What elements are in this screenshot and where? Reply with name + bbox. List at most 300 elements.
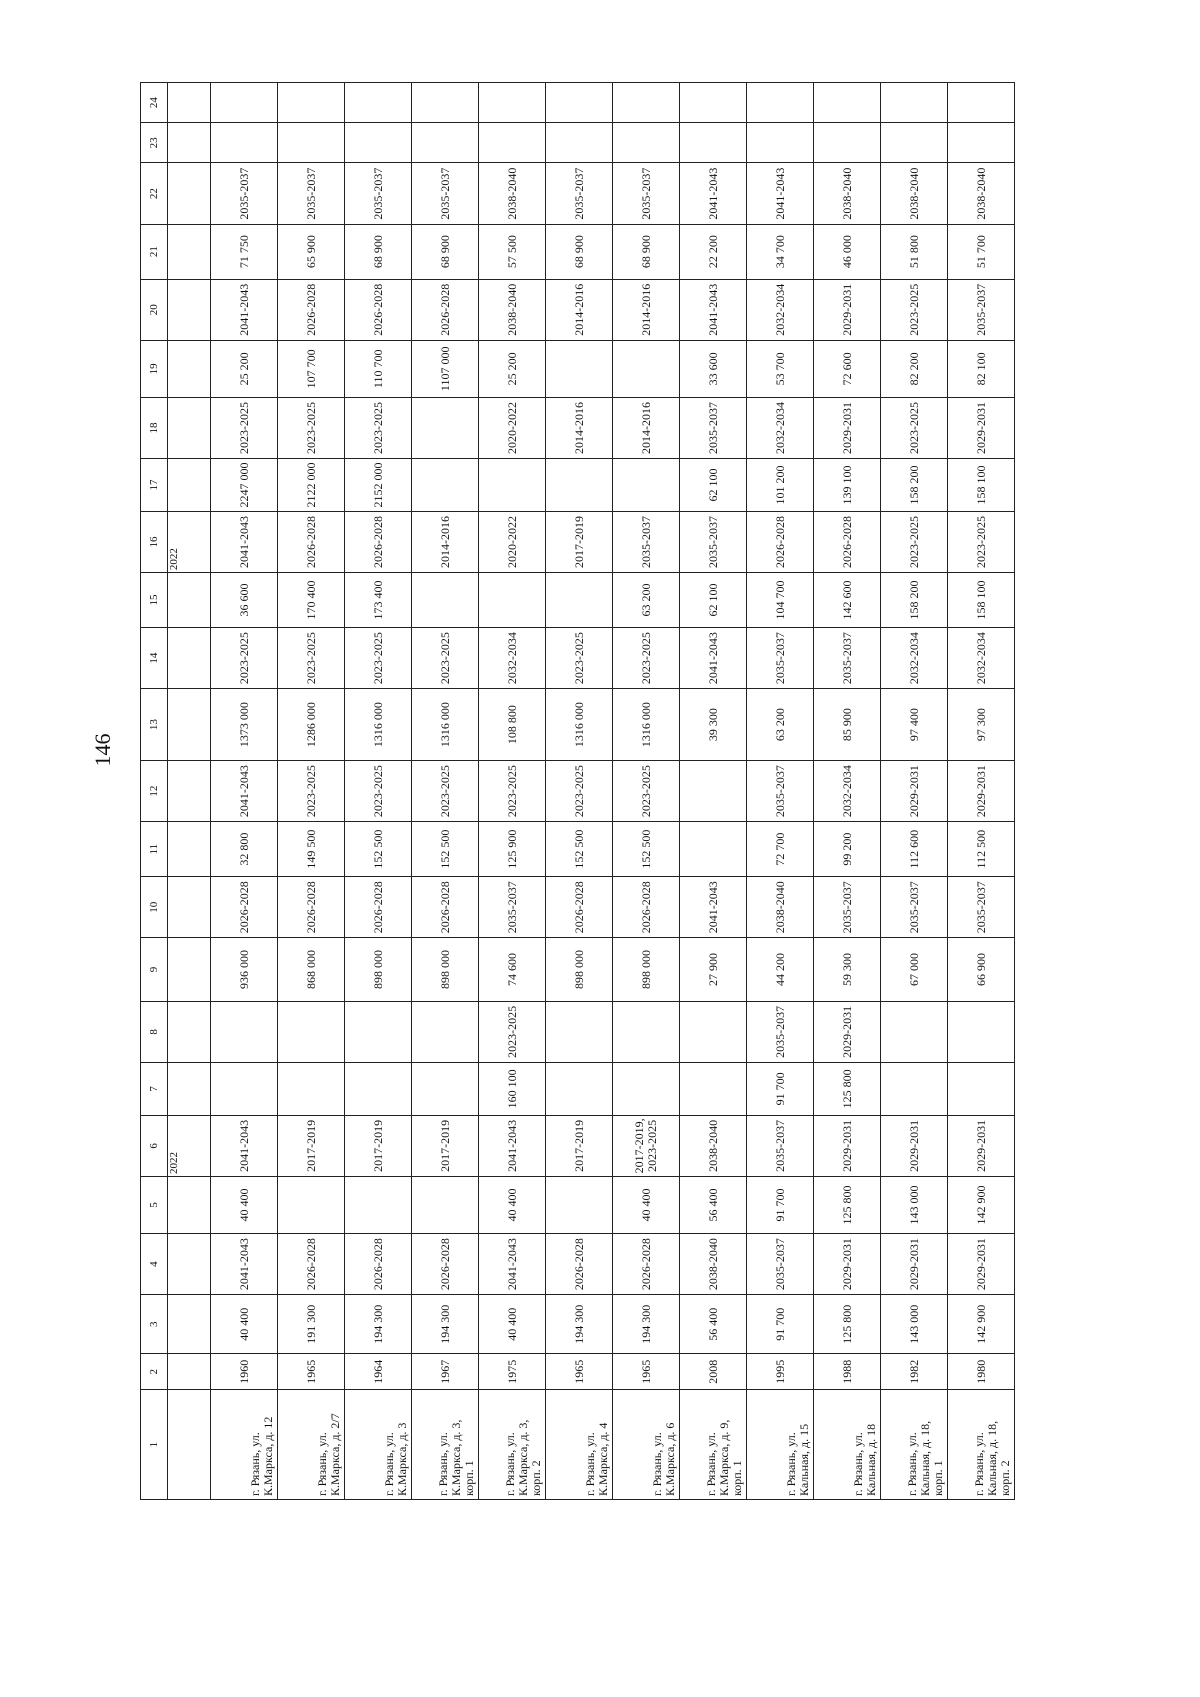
- table-cell-col-3: 142 900: [948, 1295, 1015, 1354]
- table-cell-col-10: 2026-2028: [278, 877, 345, 938]
- table-cell-col-7: [168, 1062, 211, 1115]
- table-cell-col-9: [168, 938, 211, 1001]
- table-cell-col-17: [479, 459, 546, 512]
- table-cell-col-7: [613, 1062, 680, 1115]
- table-cell-col-21: 68 900: [412, 224, 479, 279]
- table-cell-col-22: 2035-2037: [412, 163, 479, 224]
- table-cell-col-13: 97 400: [881, 689, 948, 761]
- table-cell-col-11: 149 500: [278, 822, 345, 877]
- table-cell-col-1: г. Рязань, ул. Кальная, д. 18: [814, 1390, 881, 1500]
- table-cell-col-11: 152 500: [345, 822, 412, 877]
- table-cell-col-7: 91 700: [747, 1062, 814, 1115]
- table-cell-col-16: 16: [141, 511, 168, 572]
- table-cell-col-6: 2035-2037: [747, 1115, 814, 1176]
- table-cell-col-17: 2247 000: [211, 459, 278, 512]
- table-cell-col-9: 898 000: [613, 938, 680, 1001]
- table-cell-col-23: [546, 123, 613, 163]
- table-cell-col-5: 40 400: [613, 1176, 680, 1233]
- table-cell-col-22: 2041-2043: [747, 163, 814, 224]
- table-cell-col-22: 2041-2043: [680, 163, 747, 224]
- table-cell-col-24: [211, 83, 278, 123]
- table-cell-col-4: 4: [141, 1233, 168, 1294]
- table-cell-col-16: 2023-2025: [948, 511, 1015, 572]
- table-cell-col-14: 2023-2025: [278, 627, 345, 688]
- table-cell-col-3: 3: [141, 1295, 168, 1354]
- table-cell-col-7: [680, 1062, 747, 1115]
- table-cell-col-7: 7: [141, 1062, 168, 1115]
- table-cell-col-4: 2026-2028: [613, 1233, 680, 1294]
- table-cell-col-21: 57 500: [479, 224, 546, 279]
- table-cell-col-1: г. Рязань, ул. К.Маркса, д. 3: [345, 1390, 412, 1500]
- table-cell-col-5: 40 400: [479, 1176, 546, 1233]
- table-cell-col-14: 2032-2034: [881, 627, 948, 688]
- table-cell-col-12: 2029-2031: [948, 760, 1015, 821]
- table-cell-col-3: 194 300: [412, 1295, 479, 1354]
- table-cell-col-14: 14: [141, 627, 168, 688]
- table-cell-col-1: 1: [141, 1390, 168, 1500]
- table-cell-col-24: [546, 83, 613, 123]
- table-cell-col-12: 12: [141, 760, 168, 821]
- table-cell-col-12: 2023-2025: [412, 760, 479, 821]
- table-cell-col-6: 2041-2043: [479, 1115, 546, 1176]
- table-cell-col-24: [747, 83, 814, 123]
- table-cell-col-8: 2029-2031: [814, 1001, 881, 1062]
- table-cell-col-22: 2038-2040: [948, 163, 1015, 224]
- table-cell-col-9: 67 000: [881, 938, 948, 1001]
- table-cell-col-12: 2041-2043: [211, 760, 278, 821]
- table-cell-col-10: 2026-2028: [211, 877, 278, 938]
- table-cell-col-6: 2038-2040: [680, 1115, 747, 1176]
- table-cell-col-2: 1965: [546, 1354, 613, 1390]
- table-cell-col-2: 1964: [345, 1354, 412, 1390]
- table-cell-col-5: 40 400: [211, 1176, 278, 1233]
- table-cell-col-19: 72 600: [814, 340, 881, 397]
- table-row: [680, 83, 747, 1500]
- table-cell-col-18: [412, 397, 479, 458]
- table-cell-col-4: 2026-2028: [546, 1233, 613, 1294]
- table-cell-col-10: 2026-2028: [546, 877, 613, 938]
- table-cell-col-18: 2023-2025: [345, 397, 412, 458]
- table-cell-col-3: 194 300: [613, 1295, 680, 1354]
- table-cell-col-3: [168, 1295, 211, 1354]
- table-cell-col-16: 2041-2043: [211, 511, 278, 572]
- table-cell-col-8: [211, 1001, 278, 1062]
- table-cell-col-21: 34 700: [747, 224, 814, 279]
- table-cell-col-5: [412, 1176, 479, 1233]
- table-cell-col-23: [948, 123, 1015, 163]
- table-cell-col-10: 2035-2037: [948, 877, 1015, 938]
- table-cell-col-23: [278, 123, 345, 163]
- table-cell-col-21: 65 900: [278, 224, 345, 279]
- table-cell-col-17: 2152 000: [345, 459, 412, 512]
- table-cell-col-19: [168, 340, 211, 397]
- table-cell-col-15: 63 200: [613, 573, 680, 628]
- table-cell-col-10: 2035-2037: [881, 877, 948, 938]
- table-cell-col-10: 2041-2043: [680, 877, 747, 938]
- table-cell-col-2: 1980: [948, 1354, 1015, 1390]
- table-cell-col-5: [278, 1176, 345, 1233]
- table-cell-col-7: [211, 1062, 278, 1115]
- table-cell-col-4: 2029-2031: [814, 1233, 881, 1294]
- table-cell-col-2: 1965: [278, 1354, 345, 1390]
- table-cell-col-16: 2022: [168, 511, 211, 572]
- table-cell-col-2: 2008: [680, 1354, 747, 1390]
- table-cell-col-12: 2023-2025: [613, 760, 680, 821]
- table-cell-col-7: 125 800: [814, 1062, 881, 1115]
- table-cell-col-14: 2023-2025: [211, 627, 278, 688]
- table-cell-col-20: 2023-2025: [881, 279, 948, 340]
- table-cell-col-20: 2035-2037: [948, 279, 1015, 340]
- table-cell-col-11: 112 500: [948, 822, 1015, 877]
- table-cell-col-4: 2029-2031: [881, 1233, 948, 1294]
- table-cell-col-16: 2017-2019: [546, 511, 613, 572]
- table-row: [345, 83, 412, 1500]
- table-cell-col-23: [412, 123, 479, 163]
- table-cell-col-17: 101 200: [747, 459, 814, 512]
- table-cell-col-13: 85 900: [814, 689, 881, 761]
- table-cell-col-16: 2026-2028: [278, 511, 345, 572]
- table-cell-col-18: 2023-2025: [278, 397, 345, 458]
- table-cell-col-20: 2026-2028: [278, 279, 345, 340]
- table-cell-col-8: [168, 1001, 211, 1062]
- table-cell-col-6: 2017-2019: [345, 1115, 412, 1176]
- table-cell-col-18: 2029-2031: [814, 397, 881, 458]
- rotated-table-container: [140, 82, 1012, 1500]
- table-cell-col-6: 2041-2043: [211, 1115, 278, 1176]
- table-cell-col-20: 2041-2043: [211, 279, 278, 340]
- table-cell-col-19: 82 200: [881, 340, 948, 397]
- table-cell-col-5: [345, 1176, 412, 1233]
- table-cell-col-7: [546, 1062, 613, 1115]
- table-cell-col-1: г. Рязань, ул. К.Маркса, д. 6: [613, 1390, 680, 1500]
- table-cell-col-22: 2035-2037: [613, 163, 680, 224]
- table-cell-col-18: 2023-2025: [211, 397, 278, 458]
- table-cell-col-15: 142 600: [814, 573, 881, 628]
- table-cell-col-21: 68 900: [613, 224, 680, 279]
- table-cell-col-10: 2038-2040: [747, 877, 814, 938]
- table-cell-col-21: 22 200: [680, 224, 747, 279]
- table-row: [613, 83, 680, 1500]
- table-cell-col-21: [168, 224, 211, 279]
- table-row: [211, 83, 278, 1500]
- table-cell-col-18: 2023-2025: [881, 397, 948, 458]
- table-cell-col-13: 1286 000: [278, 689, 345, 761]
- table-cell-col-11: 152 500: [613, 822, 680, 877]
- table-cell-col-1: [168, 1390, 211, 1500]
- table-cell-col-4: [168, 1233, 211, 1294]
- table-cell-col-4: 2041-2043: [479, 1233, 546, 1294]
- table-cell-col-14: 2035-2037: [747, 627, 814, 688]
- table-cell-col-8: 8: [141, 1001, 168, 1062]
- table-cell-col-19: 19: [141, 340, 168, 397]
- table-cell-col-12: 2035-2037: [747, 760, 814, 821]
- table-cell-col-11: 125 900: [479, 822, 546, 877]
- table-cell-col-2: 1967: [412, 1354, 479, 1390]
- table-cell-col-17: 158 100: [948, 459, 1015, 512]
- table-cell-col-23: [479, 123, 546, 163]
- table-cell-col-19: 82 100: [948, 340, 1015, 397]
- table-cell-col-6: 2022: [168, 1115, 211, 1176]
- table-cell-col-8: [546, 1001, 613, 1062]
- table-cell-col-3: 143 000: [881, 1295, 948, 1354]
- table-cell-col-22: 2035-2037: [278, 163, 345, 224]
- table-cell-col-19: 1107 000: [412, 340, 479, 397]
- table-cell-col-13: 13: [141, 689, 168, 761]
- table-cell-col-21: 21: [141, 224, 168, 279]
- table-cell-col-7: [948, 1062, 1015, 1115]
- table-cell-col-12: [168, 760, 211, 821]
- table-cell-col-6: 2029-2031: [814, 1115, 881, 1176]
- table-cell-col-17: [546, 459, 613, 512]
- table-cell-col-13: [168, 689, 211, 761]
- table-row: [546, 83, 613, 1500]
- table-cell-col-17: [412, 459, 479, 512]
- table-cell-col-21: 71 750: [211, 224, 278, 279]
- table-cell-col-2: 2: [141, 1354, 168, 1390]
- table-cell-col-10: 2026-2028: [613, 877, 680, 938]
- table-cell-col-5: 143 000: [881, 1176, 948, 1233]
- table-cell-col-8: [680, 1001, 747, 1062]
- table-cell-col-11: 152 500: [546, 822, 613, 877]
- table-cell-col-24: [680, 83, 747, 123]
- table-cell-col-7: [278, 1062, 345, 1115]
- table-cell-col-15: 170 400: [278, 573, 345, 628]
- table-cell-col-13: 1316 000: [345, 689, 412, 761]
- table-cell-col-19: 53 700: [747, 340, 814, 397]
- table-cell-col-15: 158 100: [948, 573, 1015, 628]
- table-cell-col-7: 160 100: [479, 1062, 546, 1115]
- table-cell-col-9: 27 900: [680, 938, 747, 1001]
- table-cell-col-7: [345, 1062, 412, 1115]
- table-cell-col-17: 17: [141, 459, 168, 512]
- table-cell-col-23: [881, 123, 948, 163]
- table-cell-col-8: [278, 1001, 345, 1062]
- table-cell-col-11: 112 600: [881, 822, 948, 877]
- table-cell-col-19: [546, 340, 613, 397]
- table-cell-col-12: 2023-2025: [278, 760, 345, 821]
- table-cell-col-4: 2035-2037: [747, 1233, 814, 1294]
- table-cell-col-1: г. Рязань, ул. К.Маркса, д. 2/7: [278, 1390, 345, 1500]
- table-cell-col-5: [168, 1176, 211, 1233]
- table-cell-col-23: [345, 123, 412, 163]
- table-cell-col-23: [613, 123, 680, 163]
- table-cell-col-10: 2035-2037: [479, 877, 546, 938]
- table-cell-col-14: 2023-2025: [412, 627, 479, 688]
- table-cell-col-4: 2026-2028: [278, 1233, 345, 1294]
- table-cell-col-4: 2038-2040: [680, 1233, 747, 1294]
- table-cell-col-23: [211, 123, 278, 163]
- year-row: [168, 83, 211, 1500]
- table-row: [412, 83, 479, 1500]
- table-cell-col-3: 194 300: [345, 1295, 412, 1354]
- table-cell-col-22: 2038-2040: [814, 163, 881, 224]
- table-cell-col-23: [680, 123, 747, 163]
- table-cell-col-13: 63 200: [747, 689, 814, 761]
- table-cell-col-16: 2014-2016: [412, 511, 479, 572]
- table-cell-col-20: 20: [141, 279, 168, 340]
- table-cell-col-2: 1960: [211, 1354, 278, 1390]
- table-cell-col-11: [168, 822, 211, 877]
- table-cell-col-4: 2026-2028: [345, 1233, 412, 1294]
- table-cell-col-11: 99 200: [814, 822, 881, 877]
- table-cell-col-24: [948, 83, 1015, 123]
- table-row: [814, 83, 881, 1500]
- table-cell-col-17: [613, 459, 680, 512]
- table-cell-col-24: [613, 83, 680, 123]
- table-cell-col-12: 2029-2031: [881, 760, 948, 821]
- table-cell-col-19: 33 600: [680, 340, 747, 397]
- table-cell-col-13: 97 300: [948, 689, 1015, 761]
- table-cell-col-9: 936 000: [211, 938, 278, 1001]
- table-cell-col-14: [168, 627, 211, 688]
- table-cell-col-3: 40 400: [479, 1295, 546, 1354]
- table-cell-col-6: 6: [141, 1115, 168, 1176]
- table-cell-col-1: г. Рязань, ул. К.Маркса, д. 4: [546, 1390, 613, 1500]
- table-cell-col-11: 72 700: [747, 822, 814, 877]
- table-cell-col-13: 39 300: [680, 689, 747, 761]
- table-cell-col-10: 2026-2028: [412, 877, 479, 938]
- table-cell-col-24: 24: [141, 83, 168, 123]
- table-cell-col-17: 2122 000: [278, 459, 345, 512]
- table-cell-col-4: 2029-2031: [948, 1233, 1015, 1294]
- table-cell-col-1: г. Рязань, ул. К.Маркса, д. 3, корп. 2: [479, 1390, 546, 1500]
- table-cell-col-14: 2032-2034: [479, 627, 546, 688]
- table-cell-col-24: [814, 83, 881, 123]
- table-cell-col-9: 868 000: [278, 938, 345, 1001]
- table-cell-col-1: г. Рязань, ул. Кальная, д. 15: [747, 1390, 814, 1500]
- table-cell-col-17: 158 200: [881, 459, 948, 512]
- table-cell-col-1: г. Рязань, ул. К.Маркса, д. 9, корп. 1: [680, 1390, 747, 1500]
- table-cell-col-9: 74 600: [479, 938, 546, 1001]
- table-cell-col-18: 2014-2016: [613, 397, 680, 458]
- table-cell-col-21: 51 800: [881, 224, 948, 279]
- table-cell-col-2: 1995: [747, 1354, 814, 1390]
- table-cell-col-8: [881, 1001, 948, 1062]
- table-cell-col-9: 9: [141, 938, 168, 1001]
- table-cell-col-2: 1982: [881, 1354, 948, 1390]
- table-cell-col-18: 2020-2022: [479, 397, 546, 458]
- table-cell-col-18: 2014-2016: [546, 397, 613, 458]
- table-cell-col-13: 1316 000: [613, 689, 680, 761]
- table-cell-col-8: [613, 1001, 680, 1062]
- table-cell-col-15: 104 700: [747, 573, 814, 628]
- table-cell-col-8: 2023-2025: [479, 1001, 546, 1062]
- table-cell-col-4: 2026-2028: [412, 1233, 479, 1294]
- table-cell-col-20: [168, 279, 211, 340]
- table-cell-col-6: 2029-2031: [881, 1115, 948, 1176]
- table-cell-col-14: 2023-2025: [546, 627, 613, 688]
- table-cell-col-17: 62 100: [680, 459, 747, 512]
- table-cell-col-7: [881, 1062, 948, 1115]
- table-cell-col-12: 2032-2034: [814, 760, 881, 821]
- table-cell-col-11: 11: [141, 822, 168, 877]
- table-row: [479, 83, 546, 1500]
- table-cell-col-5: 125 800: [814, 1176, 881, 1233]
- table-cell-col-10: [168, 877, 211, 938]
- table-cell-col-1: г. Рязань, ул. К.Маркса, д. 3, корп. 1: [412, 1390, 479, 1500]
- table-cell-col-3: 40 400: [211, 1295, 278, 1354]
- table-cell-col-20: 2026-2028: [412, 279, 479, 340]
- table-cell-col-14: 2032-2034: [948, 627, 1015, 688]
- table-cell-col-1: г. Рязань, ул. Кальная, д. 18, корп. 1: [881, 1390, 948, 1500]
- table-cell-col-22: 2035-2037: [211, 163, 278, 224]
- table-cell-col-6: 2017-2019: [412, 1115, 479, 1176]
- table-cell-col-15: 158 200: [881, 573, 948, 628]
- table-cell-col-19: 25 200: [211, 340, 278, 397]
- table-cell-col-18: 2035-2037: [680, 397, 747, 458]
- table-cell-col-20: 2038-2040: [479, 279, 546, 340]
- table-row: [881, 83, 948, 1500]
- table-cell-col-22: 2038-2040: [881, 163, 948, 224]
- table-cell-col-9: 66 900: [948, 938, 1015, 1001]
- table-cell-col-21: 51 700: [948, 224, 1015, 279]
- table-cell-col-10: 2026-2028: [345, 877, 412, 938]
- table-cell-col-18: 2029-2031: [948, 397, 1015, 458]
- table-cell-col-16: 2026-2028: [814, 511, 881, 572]
- table-cell-col-14: 2023-2025: [345, 627, 412, 688]
- table-cell-col-24: [881, 83, 948, 123]
- table-cell-col-9: 44 200: [747, 938, 814, 1001]
- table-cell-col-12: [680, 760, 747, 821]
- table-cell-col-15: [412, 573, 479, 628]
- table-cell-col-13: 108 800: [479, 689, 546, 761]
- table-cell-col-5: [546, 1176, 613, 1233]
- table-cell-col-14: 2041-2043: [680, 627, 747, 688]
- table-cell-col-14: 2035-2037: [814, 627, 881, 688]
- table-cell-col-21: 46 000: [814, 224, 881, 279]
- table-row: [948, 83, 1015, 1500]
- table-cell-col-15: 36 600: [211, 573, 278, 628]
- table-cell-col-19: 107 700: [278, 340, 345, 397]
- table-cell-col-5: 142 900: [948, 1176, 1015, 1233]
- column-number-row: [141, 83, 168, 1500]
- table-cell-col-2: [168, 1354, 211, 1390]
- table-cell-col-6: 2017-2019: [546, 1115, 613, 1176]
- table-cell-col-3: 56 400: [680, 1295, 747, 1354]
- table-cell-col-15: 15: [141, 573, 168, 628]
- table-row: [747, 83, 814, 1500]
- table-cell-col-24: [278, 83, 345, 123]
- table-cell-col-15: 173 400: [345, 573, 412, 628]
- table-cell-col-21: 68 900: [546, 224, 613, 279]
- table-cell-col-23: [814, 123, 881, 163]
- table-cell-col-22: 22: [141, 163, 168, 224]
- table-cell-col-18: 2032-2034: [747, 397, 814, 458]
- table-cell-col-16: 2026-2028: [345, 511, 412, 572]
- table-cell-col-20: 2029-2031: [814, 279, 881, 340]
- table-cell-col-19: [613, 340, 680, 397]
- table-cell-col-17: 139 100: [814, 459, 881, 512]
- table-cell-col-18: 18: [141, 397, 168, 458]
- table-cell-col-4: 2041-2043: [211, 1233, 278, 1294]
- table-cell-col-12: 2023-2025: [546, 760, 613, 821]
- table-cell-col-7: [412, 1062, 479, 1115]
- table-cell-col-12: 2023-2025: [479, 760, 546, 821]
- table-cell-col-11: [680, 822, 747, 877]
- table-cell-col-19: 110 700: [345, 340, 412, 397]
- table-cell-col-15: 62 100: [680, 573, 747, 628]
- table-cell-col-3: 91 700: [747, 1295, 814, 1354]
- table-cell-col-1: г. Рязань, ул. К.Маркса, д. 12: [211, 1390, 278, 1500]
- table-cell-col-22: 2038-2040: [479, 163, 546, 224]
- table-cell-col-14: 2023-2025: [613, 627, 680, 688]
- table-cell-col-3: 191 300: [278, 1295, 345, 1354]
- table-cell-col-2: 1988: [814, 1354, 881, 1390]
- table-cell-col-8: [412, 1001, 479, 1062]
- table-cell-col-12: 2023-2025: [345, 760, 412, 821]
- table-cell-col-5: 56 400: [680, 1176, 747, 1233]
- table-cell-col-6: 2017-2019: [278, 1115, 345, 1176]
